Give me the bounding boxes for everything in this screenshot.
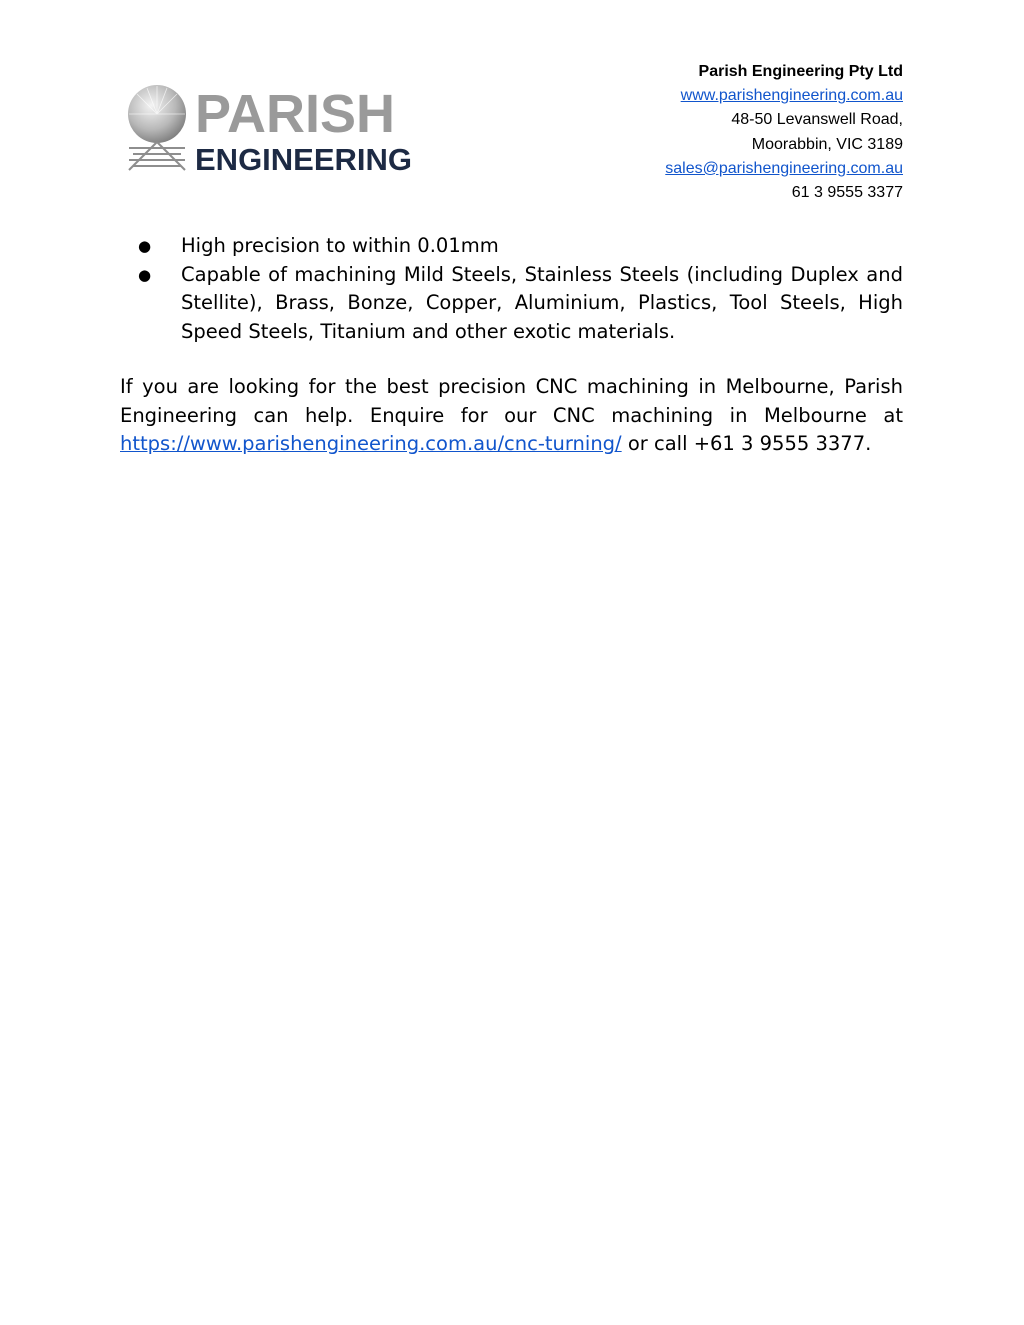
feature-list <box>120 232 903 346</box>
body-paragraph <box>120 373 903 459</box>
cnc-turning-link[interactable]: https://www.parishengineering.com.au/cnc-turning/ <box>120 432 622 456</box>
bullet-icon: ● <box>138 237 152 255</box>
paragraph-text-before-link: If you are looking for the best precision CNC machining in Melbourne, Parish Engineering can help. Enquire for our CNC machining in Melbourne at <box>120 375 903 427</box>
logo-emblem-icon <box>128 85 186 170</box>
company-name: Parish Engineering Pty Ltd <box>698 63 903 80</box>
list-item-text: High precision to within 0.01mm <box>181 234 499 257</box>
email-link[interactable]: sales@parishengineering.com.au <box>665 159 903 177</box>
logo-word-parish: PARISH <box>195 84 396 144</box>
address-line-2: Moorabbin, VIC 3189 <box>751 135 903 153</box>
paragraph-text-after-link: or call +61 3 9555 3377. <box>621 432 872 456</box>
contact-block <box>665 60 903 205</box>
list-item <box>120 261 903 347</box>
bullet-icon: ● <box>138 265 152 284</box>
logo-word-engineering: ENGINEERING <box>195 142 413 176</box>
address-line-1: 48-50 Levanswell Road, <box>731 111 903 129</box>
phone-number: 61 3 9555 3377 <box>791 184 903 202</box>
list-item <box>120 232 903 261</box>
list-item-text: Capable of machining Mild Steels, Stainless Steels (including Duplex and Stellite), Brass, Bonze, Copper, Aluminium, Plastics, Tool Steels, High Speed Steels, Titanium and other exotic materials. <box>181 262 903 343</box>
company-logo <box>125 84 415 176</box>
parish-engineering-logo-graphic <box>125 84 415 176</box>
website-link[interactable]: www.parishengineering.com.au <box>680 87 903 105</box>
